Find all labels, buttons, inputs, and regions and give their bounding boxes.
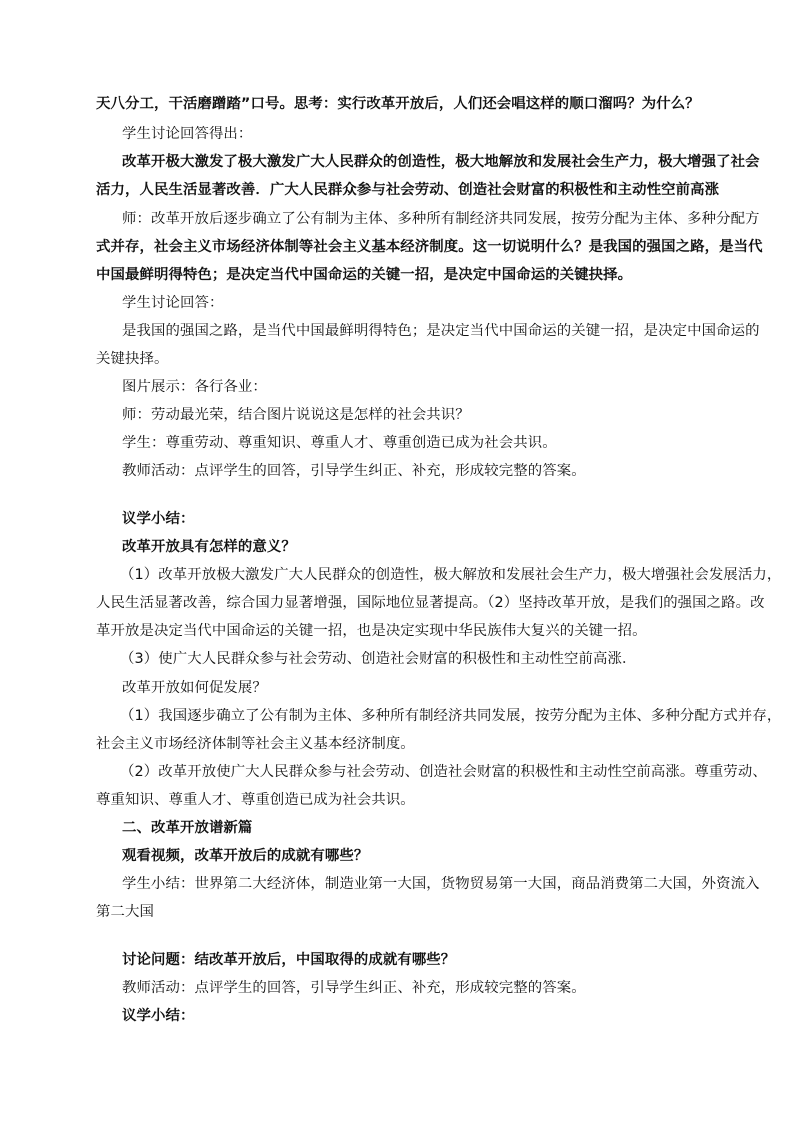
heading-development-question: 改革开放如何促发展？: [122, 680, 267, 696]
heading-summary-1: 议学小结：: [122, 511, 195, 527]
paragraph-development-line-2: 社会主义市场经济体制等社会主义基本经济制度。: [96, 736, 415, 752]
paragraph-development-line-3: （2）改革开放使广大人民群众参与社会劳动、创造社会财富的积极性和主动性空前高涨。尊重劳动、: [120, 764, 767, 780]
section-heading-new-chapter: 二、改革开放谱新篇: [122, 820, 253, 836]
paragraph-teacher-line-3: 中国最鲜明得特色；是决定当代中国命运的关键一招，是决定中国命运的关键抉择。: [96, 267, 633, 283]
paragraph-student-answer-label: 学生讨论回答：: [122, 295, 224, 311]
paragraph-teacher-line-2: 式并存，社会主义市场经济体制等社会主义基本经济制度。这一切说明什么？是我国的强国之路，是当代: [96, 239, 763, 255]
paragraph-student-answer-line-2: 关键抉择。: [96, 351, 169, 367]
paragraph-picture-display: 图片展示：各行各业：: [122, 379, 267, 395]
paragraph-answer-line-1: 改革开极大激发了极大激发广大人民群众的创造性，极大地解放和发展社会生产力，极大增强了社会: [122, 154, 760, 170]
paragraph-student-respect: 学生：尊重劳动、尊重知识、尊重人才、尊重创造已成为社会共识。: [122, 435, 557, 451]
paragraph-student-discussion-label: 学生讨论回答得出：: [122, 126, 253, 142]
paragraph-development-line-4: 尊重知识、尊重人才、尊重创造已成为社会共识。: [96, 792, 415, 808]
paragraph-slogan-question: 天八分工，干活磨蹭踏”口号。思考：实行改革开放后，人们还会唱这样的顺口溜吗？为什么？: [96, 96, 700, 112]
paragraph-significance-line-2: 人民生活显著改善，综合国力显著增强，国际地位显著提高。（2）坚持改革开放，是我们的强国之路。改: [96, 595, 765, 611]
paragraph-answer-line-2: 活力，人民生活显著改善．广大人民群众参与社会劳动、创造社会财富的积极性和主动性空前高涨: [96, 182, 720, 198]
paragraph-student-summary-line-1: 学生小结：世界第二大经济体，制造业第一大国，货物贸易第一大国，商品消费第二大国，外资流入: [122, 876, 760, 892]
paragraph-teacher-labor: 师：劳动最光荣，结合图片说说这是怎样的社会共识？: [122, 407, 470, 423]
paragraph-video-question: 观看视频，改革开放后的成就有哪些？: [122, 848, 369, 864]
paragraph-discussion-question: 讨论问题：结改革开放后，中国取得的成就有哪些？: [122, 952, 456, 968]
paragraph-teacher-line-1: 师：改革开放后逐步确立了公有制为主体、多种所有制经济共同发展，按劳分配为主体、多种分配方: [122, 211, 760, 227]
paragraph-development-line-1: （1）我国逐步确立了公有制为主体、多种所有制经济共同发展，按劳分配为主体、多种分配方式并存，: [120, 708, 782, 724]
paragraph-teacher-activity-2: 教师活动：点评学生的回答，引导学生纠正、补充，形成较完整的答案。: [122, 980, 586, 996]
paragraph-student-answer-line-1: 是我国的强国之路，是当代中国最鲜明得特色；是决定当代中国命运的关键一招，是决定中国命运的: [122, 323, 760, 339]
paragraph-significance-line-3: 革开放是决定当代中国命运的关键一招，也是决定实现中华民族伟大复兴的关键一招。: [96, 623, 647, 639]
paragraph-significance-point-3: （3）使广大人民群众参与社会劳动、创造社会财富的积极性和主动性空前高涨．: [120, 651, 637, 667]
paragraph-teacher-activity-1: 教师活动：点评学生的回答，引导学生纠正、补充，形成较完整的答案。: [122, 463, 586, 479]
paragraph-student-summary-line-2: 第二大国: [96, 904, 154, 920]
paragraph-significance-line-1: （1）改革开放极大激发广大人民群众的创造性，极大解放和发展社会生产力，极大增强社会发展活力，: [120, 567, 782, 583]
heading-significance-question: 改革开放具有怎样的意义？: [122, 539, 296, 555]
heading-summary-2: 议学小结：: [122, 1008, 195, 1024]
